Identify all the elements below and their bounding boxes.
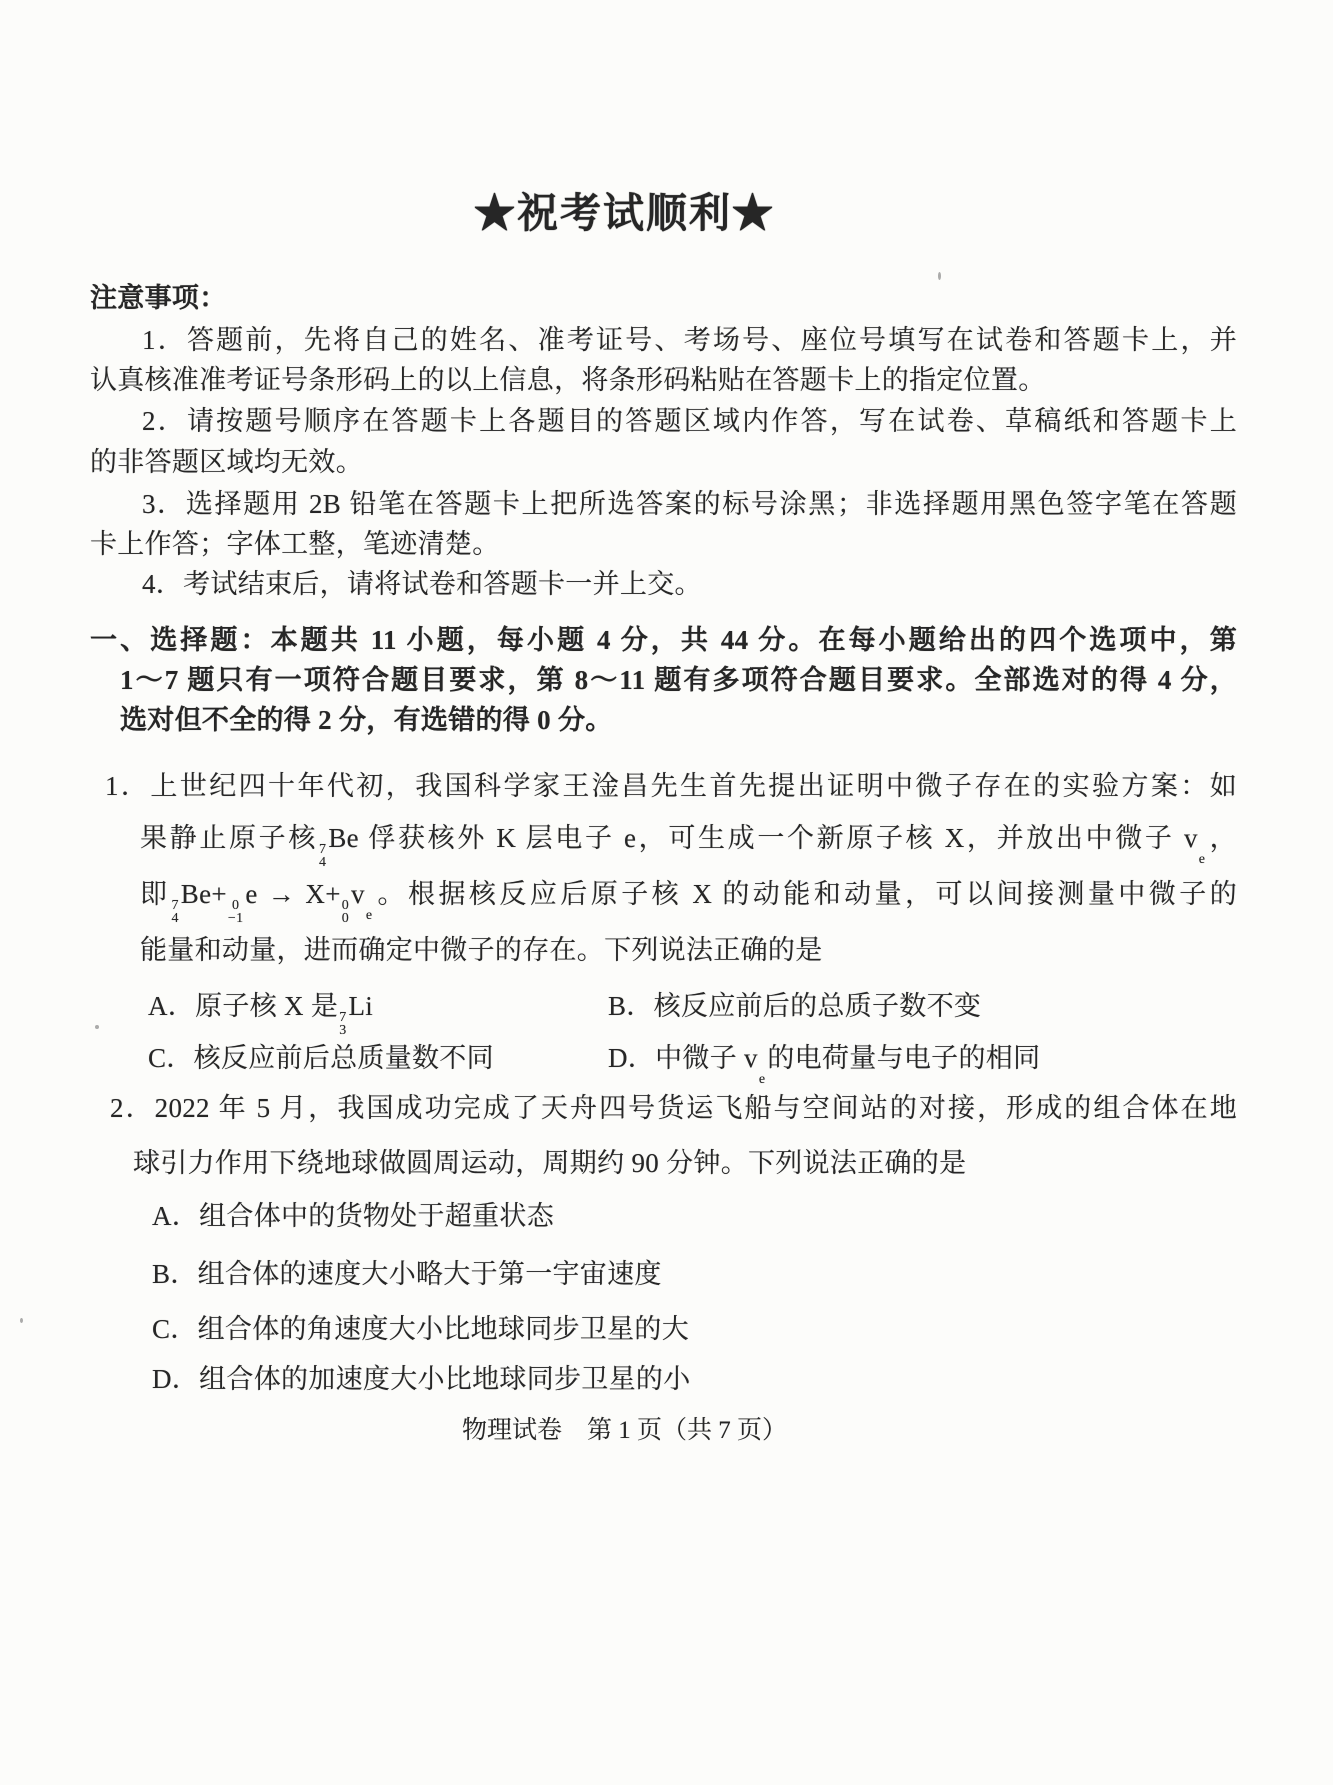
question-1-option-b: B．核反应前后的总质子数不变 <box>608 991 982 1021</box>
question-1-line-3: 即 7 4 Be+ 0 −1 e → X+ 0 0 v e 。根据核反应后原子核 X 的动能和动量，可以间接测量中微子的 <box>140 879 1237 926</box>
nuclide-superscript-subscript: e <box>1198 851 1206 867</box>
notice-line-7: 4．考试结束后，请将试卷和答题卡一并上交。 <box>142 569 702 599</box>
scan-speckle <box>938 272 941 280</box>
question-1-option-a: A．原子核 X 是 7 3 Li <box>148 991 374 1038</box>
notice-line-3: 2．请按题号顺序在答题卡上各题目的答题区域内作答，写在试卷、草稿纸和答题卡上 <box>142 406 1237 436</box>
notice-line-4: 的非答题区域均无效。 <box>90 447 363 477</box>
notice-heading: 注意事项： <box>90 283 227 313</box>
nuclide-superscript-subscript: 0 0 <box>341 897 350 926</box>
page-footer: 物理试卷 第 1 页（共 7 页） <box>461 1417 787 1444</box>
nuclide-superscript-subscript: 7 4 <box>319 841 327 870</box>
section-one-line-2: 1～7 题只有一项符合题目要求，第 8～11 题有多项符合题目要求。全部选对的得 4 分， <box>120 665 1237 695</box>
scan-speckle <box>20 1318 23 1323</box>
question-2-line-1: 2．2022 年 5 月，我国成功完成了天舟四号货运飞船与空间站的对接，形成的组合体在地 <box>110 1093 1237 1123</box>
question-2-option-c: C．组合体的角速度大小比地球同步卫星的大 <box>152 1314 690 1344</box>
section-one-line-1: 一、选择题：本题共 11 小题，每小题 4 分，共 44 分。在每小题给出的四个选项中，第 <box>90 625 1237 655</box>
question-2-option-a: A．组合体中的货物处于超重状态 <box>152 1201 554 1231</box>
question-1-line-2: 果静止原子核 7 4 Be 俘获核外 K 层电子 e，可生成一个新原子核 X，并放出中微子 v e ， <box>140 823 1237 870</box>
question-2-option-d: D．组合体的加速度大小比地球同步卫星的小 <box>152 1364 691 1394</box>
nuclide-superscript-subscript: e <box>758 1071 766 1087</box>
question-1-option-d: D．中微子 v e 的电荷量与电子的相同 <box>608 1043 1041 1087</box>
question-1-option-c: C．核反应前后总质量数不同 <box>148 1043 494 1073</box>
question-2-line-2: 球引力作用下绕地球做圆周运动，周期约 90 分钟。下列说法正确的是 <box>133 1148 967 1178</box>
exam-title: ★祝考试顺利★ <box>474 190 775 236</box>
scan-speckle <box>95 1025 99 1029</box>
nuclide-superscript-subscript: 7 3 <box>339 1009 347 1038</box>
question-1-line-4: 能量和动量，进而确定中微子的存在。下列说法正确的是 <box>140 935 823 965</box>
question-2-option-b: B．组合体的速度大小略大于第一宇宙速度 <box>152 1259 662 1289</box>
nuclide-superscript-subscript: 7 4 <box>171 897 179 926</box>
notice-line-1: 1．答题前，先将自己的姓名、准考证号、考场号、座位号填写在试卷和答题卡上，并 <box>142 325 1237 355</box>
nuclide-superscript-subscript: e <box>365 907 373 923</box>
notice-line-5: 3．选择题用 2B 铅笔在答题卡上把所选答案的标号涂黑；非选择题用黑色签字笔在答题 <box>142 489 1237 519</box>
nuclide-superscript-subscript: 0 −1 <box>227 897 244 926</box>
notice-line-6: 卡上作答；字体工整，笔迹清楚。 <box>90 529 500 559</box>
section-one-line-3: 选对但不全的得 2 分，有选错的得 0 分。 <box>120 705 613 735</box>
notice-line-2: 认真核准准考证号条形码上的以上信息，将条形码粘贴在答题卡上的指定位置。 <box>90 365 1046 395</box>
question-1-line-1: 1．上世纪四十年代初，我国科学家王淦昌先生首先提出证明中微子存在的实验方案：如 <box>105 771 1237 801</box>
